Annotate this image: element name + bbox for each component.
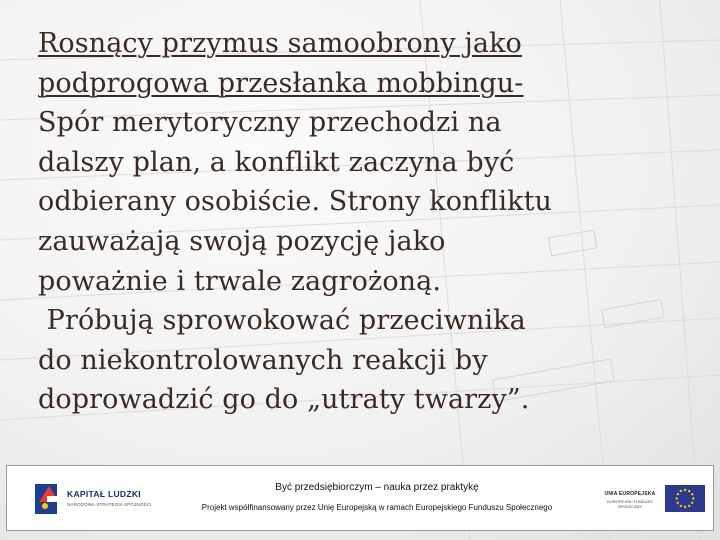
text-line-3: Spór merytoryczny przechodzi na [38,107,502,139]
kapital-ludzki-logo [33,476,153,522]
text-line-10: doprowadzić go do „utraty twarzy”. [38,384,530,416]
eu-logo [601,482,705,518]
kapital-ludzki-subtitle: NARODOWA STRATEGIA SPÓJNOŚCI [67,502,152,507]
text-line-5: odbierany osobiście. Strony konfliktu [38,186,553,218]
text-line-6: zauważają swoją pozycję jako [38,225,446,257]
kapital-ludzki-title: KAPITAŁ LUDZKI [67,489,141,499]
text-line-4: dalszy plan, a konflikt zaczyna być [38,146,515,178]
text-line-7: poważnie i trwale zagrożoną. [38,265,442,297]
kapital-ludzki-mark-icon [33,476,63,522]
text-line-8: Próbują sprowokować przeciwnika [38,305,526,337]
text-line-9: do niekontrolowanych reakcji by [38,344,488,376]
project-slogan: Być przedsiębiorczym – nauka przez praktykę [275,482,479,493]
eu-logo-subtitle: EUROPEJSKI FUNDUSZ SPOŁECZNY [607,499,653,509]
text-line-2: podprogowa przesłanka mobbingu- [38,67,524,99]
eu-flag-icon [665,485,705,512]
slide-footer [6,465,714,531]
eu-logo-title: UNIA EUROPEJSKA [604,491,656,497]
text-line-1: Rosnący przymus samoobrony jako [38,28,522,59]
slide-body-text [38,24,688,420]
cofinancing-note: Projekt współfinansowany przez Unię Europejską w ramach Europejskiego Funduszu Społecznego [201,503,553,512]
